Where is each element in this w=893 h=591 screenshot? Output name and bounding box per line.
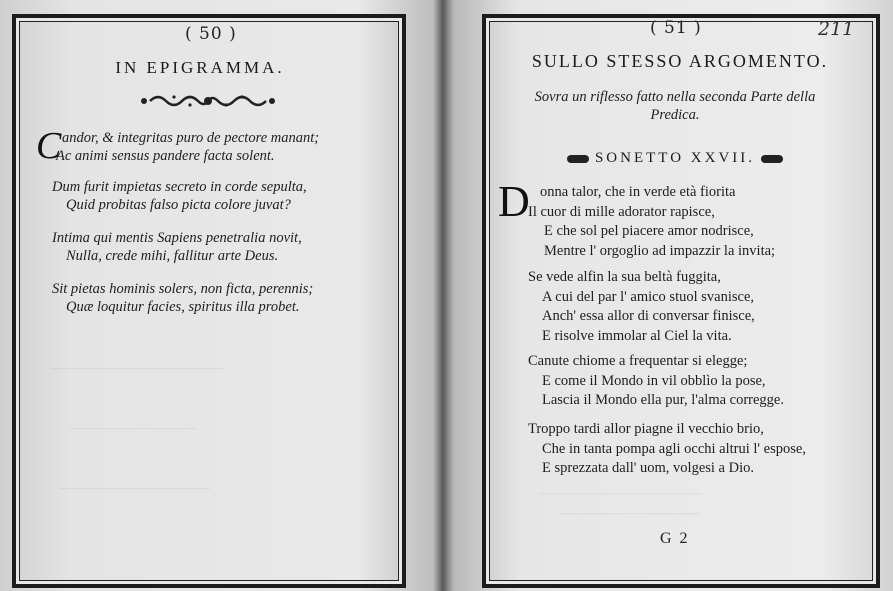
verse-line: Mentre l' orgoglio ad impazzir la invita; bbox=[544, 242, 776, 259]
sonnet-subtitle bbox=[500, 88, 850, 124]
verse-line: E come il Mondo in vil obblìo la pose, bbox=[542, 372, 766, 389]
epigram-stanza-1 bbox=[56, 129, 320, 165]
verse-line: Che in tanta pompa agli occhi altrui l' espose, bbox=[542, 440, 806, 457]
printer-ornament-icon bbox=[761, 155, 783, 163]
bleed-through-texture: ——————————————— bbox=[50, 360, 224, 375]
sonnet-stanza-3 bbox=[528, 352, 784, 411]
sonnet-stanza-1 bbox=[530, 183, 775, 261]
verse-line: E sprezzata dall' uom, volgesi a Dio. bbox=[542, 460, 754, 476]
signature-mark: G 2 bbox=[660, 530, 690, 547]
verse-line: Sit pietas hominis solers, non ficta, perennis; bbox=[52, 281, 314, 297]
verse-line: andor, & integritas puro de pectore manant; bbox=[62, 130, 320, 146]
verse-line: E risolve immolar al Ciel la vita. bbox=[542, 327, 732, 344]
verse-line: Se vede alfin la sua beltà fuggita, bbox=[528, 269, 721, 285]
verse-line: Quid probitas falso picta colore juvat? bbox=[66, 197, 291, 213]
bleed-through-texture: ————————————— bbox=[60, 480, 211, 495]
sonnet-title: SONETTO XXVII. bbox=[594, 150, 756, 166]
verse-line: Canute chiome a frequentar si elegge; bbox=[528, 353, 748, 369]
right-page-title: SULLO STESSO ARGOMENTO. bbox=[531, 51, 829, 71]
sonnet-heading bbox=[540, 150, 810, 167]
bleed-through-texture: ——————————— bbox=[70, 420, 198, 435]
handwritten-folio-number: 211 bbox=[818, 18, 855, 40]
drop-cap-c: C bbox=[36, 125, 62, 167]
verse-line: Dum furit impietas secreto in corde sepulta, bbox=[52, 179, 307, 195]
right-page-number: ( 51 ) bbox=[650, 18, 702, 38]
left-page-title: IN EPIGRAMMA. bbox=[115, 58, 285, 77]
verse-line: Nulla, crede mihi, fallitur arte Deus. bbox=[66, 248, 279, 264]
verse-line: Quæ loquitur facies, spiritus illa probet. bbox=[66, 299, 300, 315]
verse-line: onna talor, che in verde età fiorita bbox=[540, 184, 736, 200]
verse-line: Lascia il Mondo ella pur, l'alma corregge. bbox=[542, 392, 784, 408]
drop-cap-d: D bbox=[498, 177, 530, 226]
printer-ornament-icon bbox=[567, 155, 589, 163]
bleed-through-texture: —————————————— bbox=[540, 485, 702, 500]
verse-line: Il cuor di mille adorator rapisce, bbox=[528, 203, 715, 220]
verse-line: Intima qui mentis Sapiens penetralia novit, bbox=[52, 230, 302, 246]
verse-line: Anch' essa allor di conversar finisce, bbox=[542, 308, 755, 324]
verse-line: Ac animi sensus pandere facta solent. bbox=[56, 148, 275, 164]
sonnet-stanza-4 bbox=[528, 420, 806, 479]
left-page-number: ( 50 ) bbox=[185, 24, 237, 44]
subtitle-line: Predica. bbox=[650, 107, 700, 123]
verse-line: Troppo tardi allor piagne il vecchio brio, bbox=[528, 421, 764, 437]
epigram-stanza-4 bbox=[52, 280, 313, 316]
epigram-stanza-2 bbox=[52, 178, 307, 214]
verse-line: A cui del par l' amico stuol svanisce, bbox=[542, 288, 755, 305]
verse-line: E che sol pel piacere amor nodrisce, bbox=[544, 223, 754, 239]
sonnet-stanza-2 bbox=[528, 268, 755, 346]
bleed-through-texture: ———————————— bbox=[560, 505, 699, 520]
floral-ornament-icon bbox=[138, 92, 278, 110]
epigram-stanza-3 bbox=[52, 229, 302, 265]
subtitle-line: Sovra un riflesso fatto nella seconda Parte della bbox=[534, 89, 816, 105]
